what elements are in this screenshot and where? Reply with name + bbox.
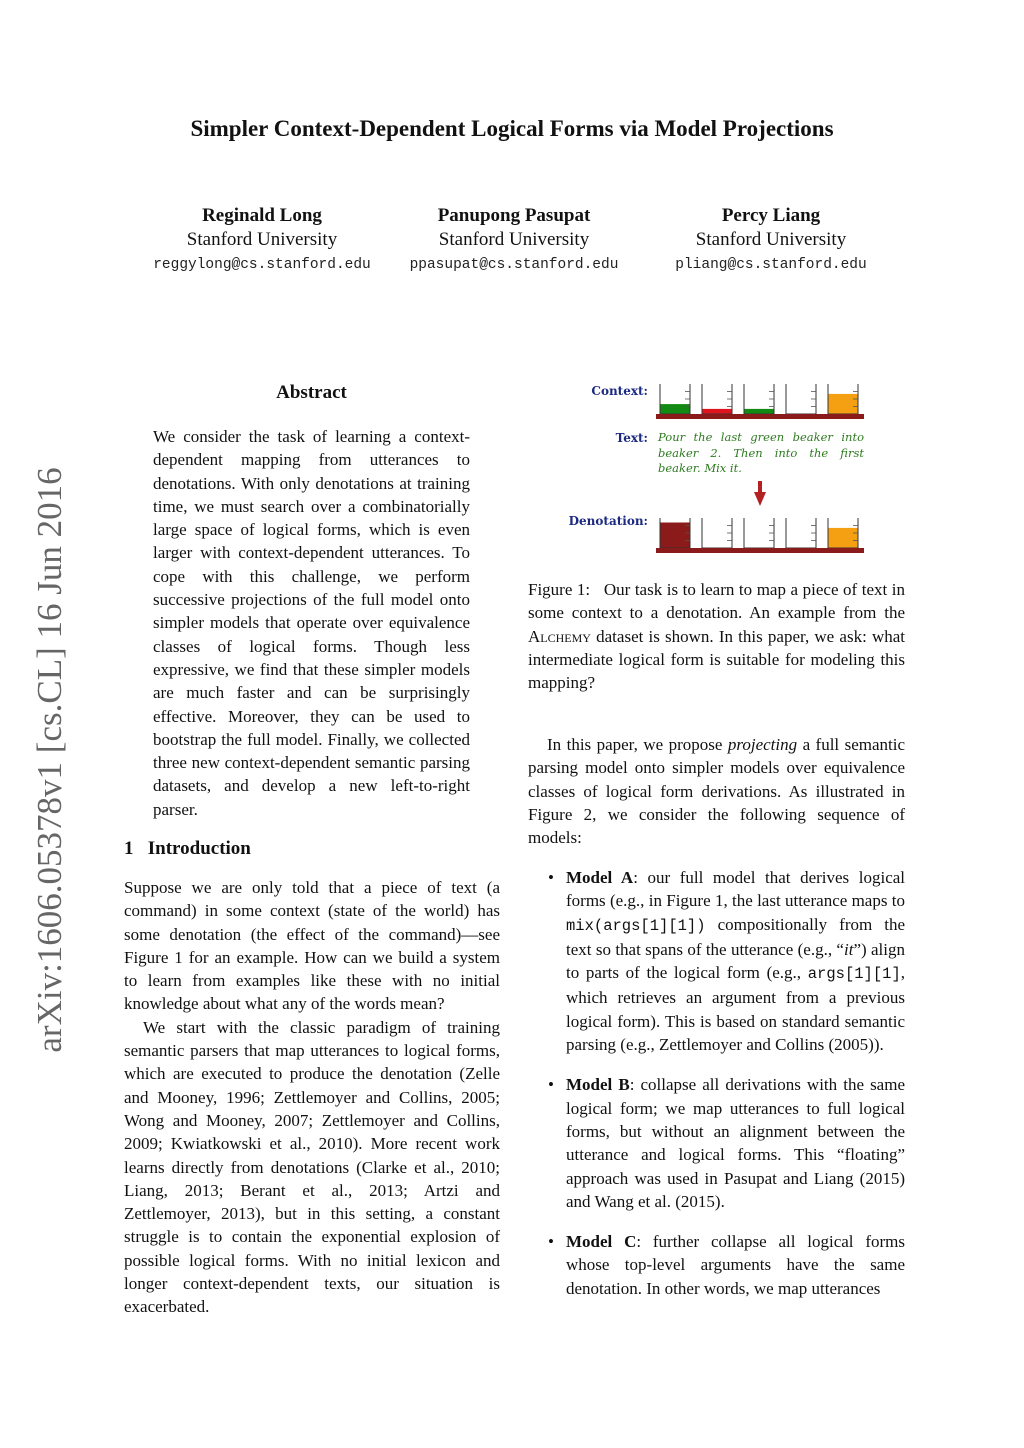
denotation-beaker-1 xyxy=(660,518,690,548)
denotation-beaker-3 xyxy=(744,518,774,548)
bullet: • xyxy=(548,1232,554,1252)
model-a-item xyxy=(528,866,905,1056)
model-c-item xyxy=(528,1230,905,1300)
section-title: Introduction xyxy=(147,838,251,859)
figure-example-text: Pour the last green beaker into beaker 2. Then into the first beaker. Mix it. xyxy=(658,430,864,475)
beaker-liquid xyxy=(702,409,732,414)
author-affiliation: Stanford University xyxy=(695,229,847,250)
model-b-label: Model B xyxy=(566,1075,630,1095)
context-beaker-5 xyxy=(828,384,858,414)
beaker-liquid xyxy=(744,409,774,414)
figure-denotation-label: Denotation: xyxy=(568,514,648,528)
context-beaker-4 xyxy=(786,384,816,414)
caption-text-a: Our task is to learn to map a piece of text in some context to a denotation. An example from the xyxy=(528,580,906,623)
figure-text-label: Text: xyxy=(615,431,648,445)
author-name: Percy Liang xyxy=(721,205,821,226)
model-a-text: compositionally from the text so that spans of the utterance (e.g., “ xyxy=(566,914,906,959)
emphasis-projecting: projecting xyxy=(727,735,798,754)
caption-dataset-name: Alchemy xyxy=(528,626,591,646)
author-email[interactable]: ppasupat@cs.stanford.edu xyxy=(409,257,619,273)
context-beaker-3 xyxy=(744,384,774,414)
right-intro-paragraph xyxy=(528,733,905,849)
code-args: args[1][1] xyxy=(807,965,901,984)
caption-text-b: dataset is shown. In this paper, we ask: what intermediate logical form is suitable for modeling this mapping? xyxy=(528,626,906,693)
figure-context-label: Context: xyxy=(591,384,648,398)
author-block-1 xyxy=(132,204,392,278)
model-b-text: : collapse all derivations with the same logical form; we map utterances to full logical forms, but without an alignment between the utterance and logical forms. This “floating” approach was used in Pasupat and Liang (2015) and Wang et al. (2015). xyxy=(566,1075,906,1211)
paragraph-text: In this paper, we propose xyxy=(547,735,723,754)
intro-body xyxy=(124,876,500,1319)
model-b-item xyxy=(528,1073,905,1213)
code-mix: mix(args[1][1]) xyxy=(566,916,706,935)
context-beaker-1 xyxy=(660,384,690,414)
author-email[interactable]: pliang@cs.stanford.edu xyxy=(675,257,867,273)
caption-label: Figure 1: xyxy=(528,580,591,599)
denotation-beaker-4 xyxy=(786,518,816,548)
context-shelf xyxy=(656,414,864,419)
intro-paragraph-1: Suppose we are only told that a piece of text (a command) in some context (state of the world) has some denotation (the effect of the command)—see Figure 1 for an example. How can we build a system to learn from examples like these with no initial knowledge about what any of the words mean? xyxy=(124,878,500,1014)
down-arrow-icon xyxy=(754,481,766,506)
model-a-text: : our full model that derives logical forms (e.g., in Figure 1, the last utterance maps to xyxy=(566,868,906,911)
emphasis-it: it xyxy=(843,939,854,959)
author-block-2 xyxy=(384,204,644,278)
beaker-liquid xyxy=(828,528,858,548)
model-c-label: Model C xyxy=(566,1232,637,1252)
context-beaker-2 xyxy=(702,384,732,414)
intro-paragraph-2: We start with the classic paradigm of training semantic parsers that map utterances to logical forms, which are executed to produce the denotation (Zelle and Mooney, 1996; Zettlemoyer and Collins, 2005; Wong and Mooney, 2007; Zettlemoyer and Collins, 2009; Kwiatkowski et al., 2010). More recent work learns directly from denotations (Clarke et al., 2010; Liang, 2013; Berant et al., 2013; Artzi and Zettlemoyer, 2013), but in this setting, a constant struggle is to contain the exponential explosion of possible logical forms. With no initial lexicon and longer context-dependent texts, our situation is exacerbated. xyxy=(124,1017,500,1317)
beaker-liquid xyxy=(828,394,858,414)
bullet: • xyxy=(548,1075,554,1095)
model-a-label: Model A xyxy=(566,868,634,887)
model-a-text: ”) align to parts of the logical form (e.g., xyxy=(566,939,905,983)
denotation-shelf xyxy=(656,548,864,553)
context-beaker-row xyxy=(660,384,858,414)
bullet: • xyxy=(548,868,554,887)
paragraph-text: a full semantic parsing model onto simpler models over equivalence classes of logical form derivations. As illustrated in Figure 2, we consider the following sequence of models: xyxy=(528,735,906,848)
beaker-liquid xyxy=(660,523,690,549)
denotation-beaker-row xyxy=(660,518,858,548)
model-a-text: , which retrieves an argument from a previous logical form). This is based on standard semantic parsing (e.g., Zettlemoyer and Collins (2005)). xyxy=(566,963,905,1055)
model-c-text: : further collapse all logical forms whose top-level arguments have the same denotation. In other words, we map utterances xyxy=(566,1232,905,1298)
author-affiliation: Stanford University xyxy=(186,229,338,250)
denotation-beaker-5 xyxy=(828,518,858,548)
author-name: Panupong Pasupat xyxy=(437,205,591,226)
figure-beakers xyxy=(654,380,866,558)
author-name: Reginald Long xyxy=(202,205,322,226)
paper-title: Simpler Context-Dependent Logical Forms via Model Projections xyxy=(190,116,834,141)
author-email[interactable]: reggylong@cs.stanford.edu xyxy=(153,257,371,273)
model-list xyxy=(528,866,905,1317)
section-heading-introduction xyxy=(124,838,251,860)
arxiv-stamp: arXiv:1606.05378v1 [cs.CL] 16 Jun 2016 xyxy=(30,467,69,1053)
abstract-text: We consider the task of learning a context-dependent mapping from utterances to denotations. With only denotations at training time, we must search over a combinatorially large space of logical forms, which is even larger with context-dependent utterances. To cope with this challenge, we perform successive projections of the full model onto simpler models that operate over equivalence classes of logical forms. Though less expressive, we find that these simpler models are much faster and can be surprisingly effective. Moreover, they can be used to bootstrap the full model. Finally, we collected three new context-dependent semantic parsing datasets, and develop a new left-to-right parser. xyxy=(153,427,470,819)
section-number: 1 xyxy=(124,838,134,859)
denotation-beaker-2 xyxy=(702,518,732,548)
author-block-3 xyxy=(641,204,901,278)
beaker-liquid xyxy=(660,404,690,414)
figure-caption xyxy=(528,578,905,694)
abstract-heading: Abstract xyxy=(276,382,347,403)
author-affiliation: Stanford University xyxy=(438,229,590,250)
